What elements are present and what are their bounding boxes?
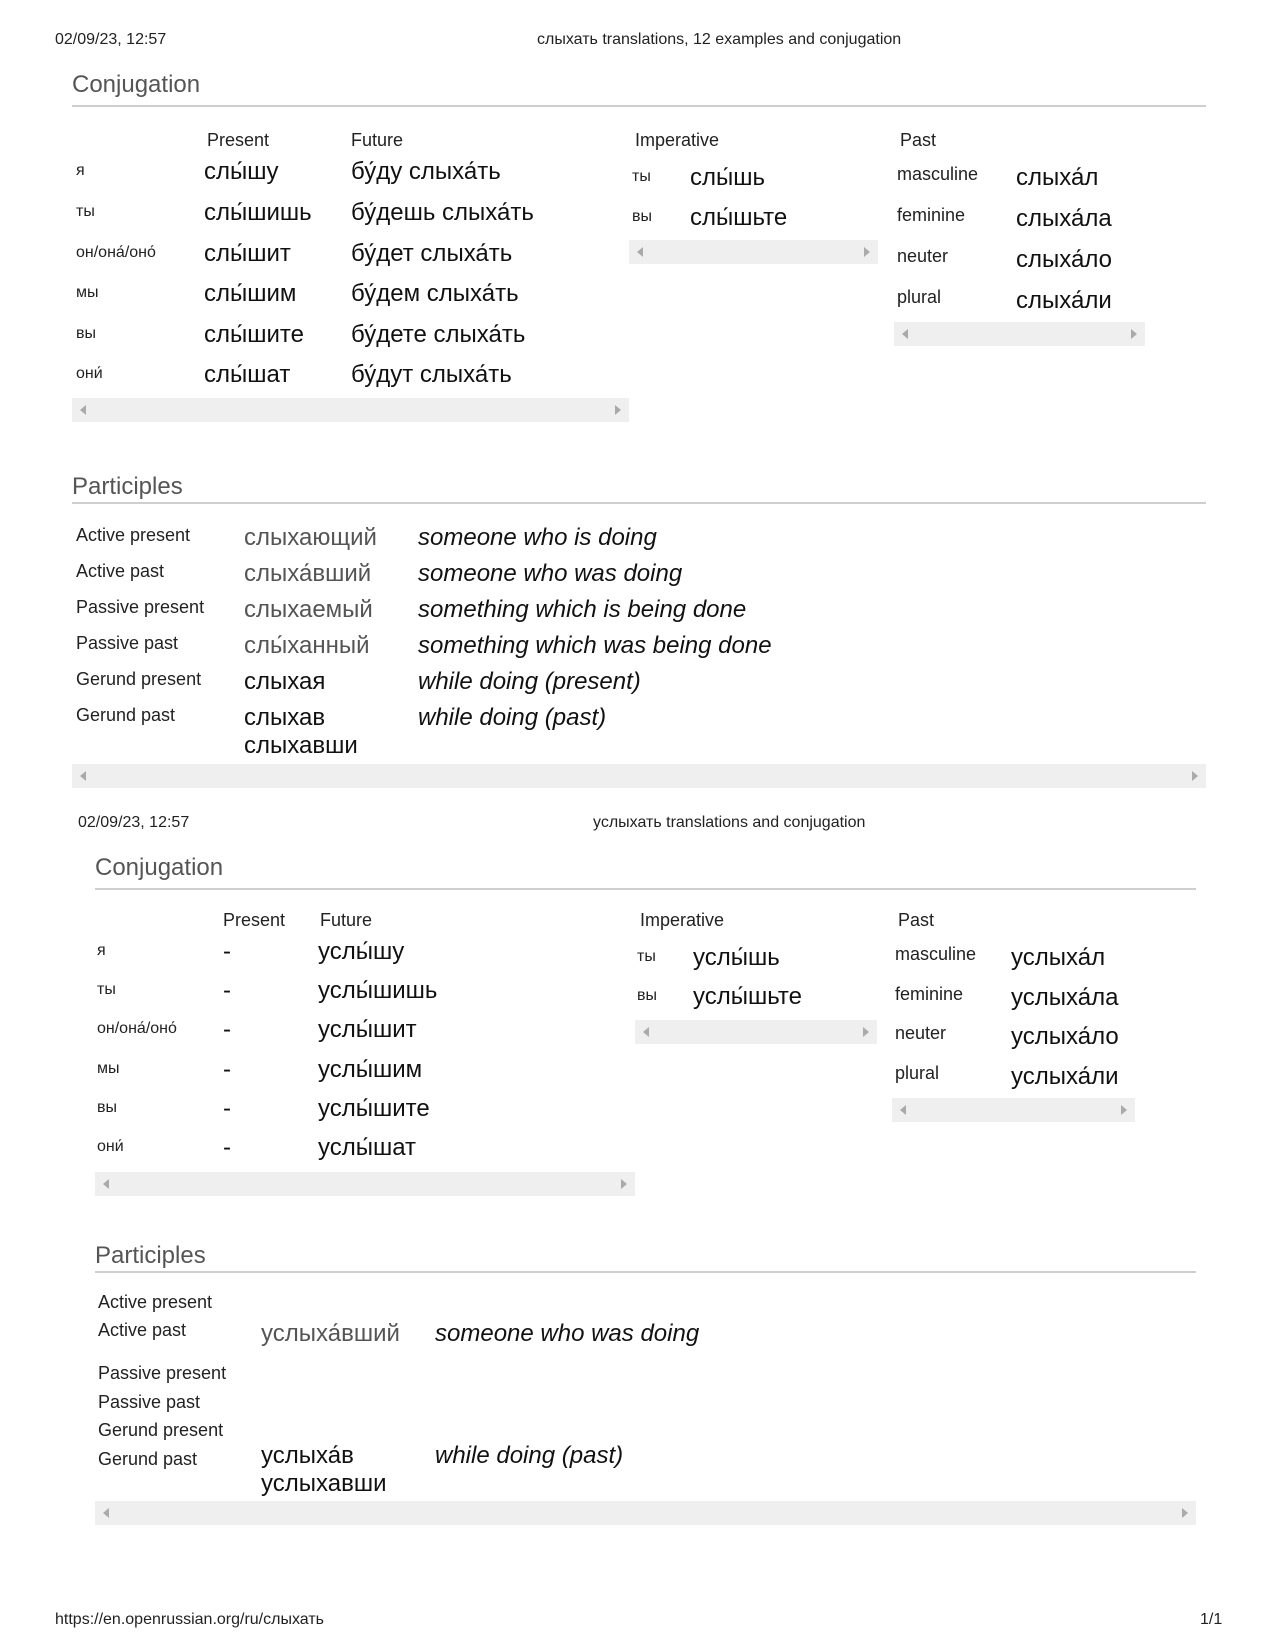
future-form: услы́шим: [318, 1056, 423, 1083]
future-form: бу́дет слыха́ть: [351, 240, 513, 267]
participle-form-alt: услыхавши: [261, 1470, 387, 1497]
imperative-form: услы́шьте: [693, 983, 802, 1010]
present-form: -: [223, 977, 231, 1004]
present-form: -: [223, 1095, 231, 1122]
scroll-left-icon[interactable]: [902, 329, 908, 339]
imperative-header: Imperative: [640, 910, 725, 930]
participle-label: Passive present: [76, 597, 205, 617]
past-form: слыха́ла: [1016, 205, 1112, 232]
present-form: слы́шит: [204, 240, 291, 267]
participle-label: Active present: [76, 525, 191, 545]
future-form: бу́ду слыха́ть: [351, 158, 501, 185]
participles-title: Participles: [95, 1242, 206, 1269]
pronoun: он/она́/оно́: [76, 244, 156, 261]
past-label: plural: [895, 1063, 940, 1083]
pronoun: мы: [76, 284, 99, 301]
horizontal-scrollbar[interactable]: [892, 1098, 1135, 1122]
past-label: neuter: [895, 1023, 947, 1043]
section-divider: [95, 1271, 1196, 1273]
participle-meaning: while doing (present): [418, 668, 641, 695]
imperative-form: слы́шьте: [690, 204, 788, 231]
scroll-right-icon[interactable]: [621, 1179, 627, 1189]
present-form: слы́шите: [204, 321, 304, 348]
participle-label: Passive past: [76, 633, 179, 653]
past-label: feminine: [895, 984, 964, 1004]
scroll-right-icon[interactable]: [863, 1027, 869, 1037]
participle-label: Active present: [98, 1292, 213, 1312]
participle-form: слыхая: [244, 668, 326, 695]
footer-url: https://en.openrussian.org/ru/слыхать: [55, 1611, 324, 1628]
present-header: Present: [223, 910, 286, 930]
print-title: услыхать translations and conjugation: [593, 814, 866, 831]
pronoun: он/она́/оно́: [97, 1020, 177, 1037]
present-form: слы́шат: [204, 361, 291, 388]
scroll-left-icon[interactable]: [643, 1027, 649, 1037]
section-divider: [72, 105, 1206, 107]
scroll-left-icon[interactable]: [900, 1105, 906, 1115]
participle-label: Gerund past: [76, 705, 176, 725]
past-label: masculine: [897, 164, 979, 184]
future-form: услы́шит: [318, 1016, 417, 1043]
horizontal-scrollbar[interactable]: [629, 240, 878, 264]
future-header: Future: [351, 130, 404, 150]
horizontal-scrollbar[interactable]: [72, 764, 1206, 788]
scroll-right-icon[interactable]: [1131, 329, 1137, 339]
participle-label: Gerund past: [98, 1449, 198, 1469]
participle-label: Active past: [76, 561, 165, 581]
print-title: слыхать translations, 12 examples and conjugation: [537, 31, 902, 48]
scroll-right-icon[interactable]: [1121, 1105, 1127, 1115]
participle-meaning: someone who is doing: [418, 524, 657, 551]
participle-label: Active past: [98, 1320, 187, 1340]
scroll-left-icon[interactable]: [103, 1508, 109, 1518]
participle-meaning: someone who was doing: [418, 560, 683, 587]
pronoun: они́: [76, 365, 103, 382]
scroll-right-icon[interactable]: [1182, 1508, 1188, 1518]
future-form: услы́шу: [318, 938, 405, 965]
page-number: 1/1: [1200, 1611, 1223, 1628]
horizontal-scrollbar[interactable]: [95, 1501, 1196, 1525]
past-header: Past: [898, 910, 935, 930]
participle-label: Gerund present: [98, 1420, 224, 1440]
pronoun: они́: [97, 1138, 124, 1155]
participle-form: слыхаемый: [244, 596, 373, 623]
participle-form: услыха́в: [261, 1442, 354, 1469]
pronoun: ты: [76, 203, 95, 220]
participle-meaning: something which is being done: [418, 596, 747, 623]
section-divider: [95, 888, 1196, 890]
future-form: бу́дете слыха́ть: [351, 321, 526, 348]
past-form: услыха́ло: [1011, 1023, 1119, 1050]
present-form: слы́шу: [204, 158, 279, 185]
present-form: -: [223, 938, 231, 965]
past-form: слыха́л: [1016, 164, 1099, 191]
participle-form: слыхающий: [244, 524, 377, 551]
future-form: услы́шат: [318, 1134, 417, 1161]
pronoun: ты: [97, 981, 116, 998]
scroll-right-icon[interactable]: [864, 247, 870, 257]
pronoun: вы: [637, 987, 657, 1004]
horizontal-scrollbar[interactable]: [635, 1020, 877, 1044]
future-form: услы́шишь: [318, 977, 438, 1004]
pronoun: вы: [76, 325, 96, 342]
present-form: -: [223, 1056, 231, 1083]
past-form: услыха́ла: [1011, 984, 1119, 1011]
present-form: -: [223, 1016, 231, 1043]
scroll-right-icon[interactable]: [615, 405, 621, 415]
participle-meaning: while doing (past): [418, 704, 607, 731]
participle-label: Passive present: [98, 1363, 227, 1383]
conjugation-title: Conjugation: [95, 854, 224, 881]
participle-meaning: someone who was doing: [435, 1320, 700, 1347]
present-form: слы́шишь: [204, 199, 312, 226]
future-form: бу́дут слыха́ть: [351, 361, 512, 388]
participle-form-alt: слыхавши: [244, 732, 358, 759]
scroll-left-icon[interactable]: [637, 247, 643, 257]
imperative-form: слы́шь: [690, 164, 766, 191]
participle-label: Gerund present: [76, 669, 202, 689]
past-form: услыха́л: [1011, 944, 1106, 971]
print-date: 02/09/23, 12:57: [78, 814, 190, 831]
conjugation-title: Conjugation: [72, 71, 201, 98]
imperative-header: Imperative: [635, 130, 720, 150]
horizontal-scrollbar[interactable]: [894, 322, 1145, 346]
scroll-left-icon[interactable]: [80, 771, 86, 781]
pronoun: вы: [97, 1099, 117, 1116]
past-form: услыха́ли: [1011, 1063, 1119, 1090]
past-label: neuter: [897, 246, 949, 266]
present-header: Present: [207, 130, 270, 150]
pronoun: я: [76, 162, 85, 179]
future-form: бу́дем слыха́ть: [351, 280, 519, 307]
present-form: слы́шим: [204, 280, 297, 307]
past-label: feminine: [897, 205, 966, 225]
pronoun: ты: [632, 168, 651, 185]
past-header: Past: [900, 130, 937, 150]
scroll-left-icon[interactable]: [80, 405, 86, 415]
participles-title: Participles: [72, 473, 183, 500]
future-form: услы́шите: [318, 1095, 430, 1122]
past-form: слыха́ло: [1016, 246, 1112, 273]
participle-form: услыха́вший: [261, 1320, 400, 1347]
past-label: masculine: [895, 944, 977, 964]
participle-form: слыха́вший: [244, 560, 372, 587]
past-form: слыха́ли: [1016, 287, 1112, 314]
past-label: plural: [897, 287, 942, 307]
participle-meaning: while doing (past): [435, 1442, 624, 1469]
horizontal-scrollbar[interactable]: [95, 1172, 635, 1196]
pronoun: я: [97, 942, 106, 959]
scroll-left-icon[interactable]: [103, 1179, 109, 1189]
future-header: Future: [320, 910, 373, 930]
pronoun: ты: [637, 948, 656, 965]
participle-form: слыхав: [244, 704, 326, 731]
scroll-right-icon[interactable]: [1192, 771, 1198, 781]
section-divider: [72, 502, 1206, 504]
pronoun: вы: [632, 208, 652, 225]
pronoun: мы: [97, 1060, 120, 1077]
print-date: 02/09/23, 12:57: [55, 31, 167, 48]
imperative-form: услы́шь: [693, 944, 780, 971]
participle-meaning: something which was being done: [418, 632, 772, 659]
horizontal-scrollbar[interactable]: [72, 398, 629, 422]
present-form: -: [223, 1134, 231, 1161]
participle-form: слы́ханный: [244, 632, 370, 659]
future-form: бу́дешь слыха́ть: [351, 199, 534, 226]
participle-label: Passive past: [98, 1392, 201, 1412]
